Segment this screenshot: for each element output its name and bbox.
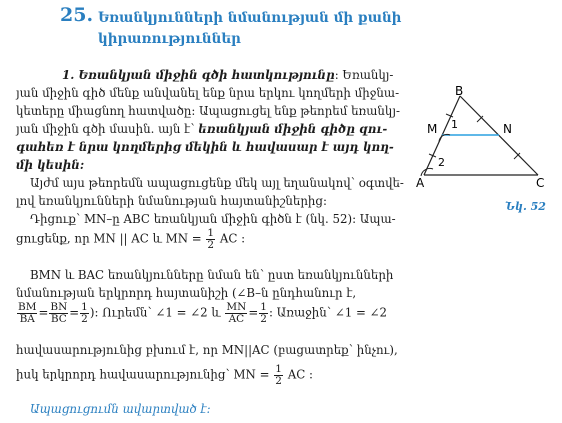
body-line13-mid: ): Ուրեմն՝ ∠1 = ∠2 և xyxy=(89,305,221,320)
triangle-figure xyxy=(410,80,562,190)
label-angle-2: 2 xyxy=(438,156,445,169)
body-line11: BMN և BAC եռանկյունները նման են՝ ըստ եռանկյունների xyxy=(30,268,394,282)
body-line13-eq: = xyxy=(248,305,259,320)
figure-caption: Նկ. 52 xyxy=(505,200,546,213)
theorem-statement-line5: գահեռ է նրա կողմերից մեկին և հավասար է այդ կող- xyxy=(16,140,394,154)
body-line8: լով եռանկյունների նմանության հայտանիշներից: xyxy=(16,194,327,208)
body-line12: նմանության երկրորդ հայտանիշի (∠B–ն ընդհանուր է, xyxy=(16,286,357,300)
label-n: N xyxy=(503,122,512,136)
label-a: A xyxy=(416,176,425,190)
body-line10-end: AC : xyxy=(219,231,246,246)
fraction-mn-ac: $\frac{MN}{AC}$ xyxy=(226,301,247,325)
label-m: M xyxy=(427,122,438,136)
proof-complete-note: Ապացուցումն ավարտված է: xyxy=(30,402,211,416)
section-title-line2: կիրառություններ xyxy=(98,31,241,47)
fraction-bn-bc: $\frac{BN}{BC}$ xyxy=(50,301,68,325)
body-line15-end: AC : xyxy=(287,367,313,382)
theorem-intro-line3: կետերը միացնող հատվածը: Ապացուցել ենք թեորեմ եռանկյ- xyxy=(16,104,400,118)
theorem-heading: 1. Եռանկյան միջին գծի հատկությունը xyxy=(62,68,335,82)
body-line13: $\frac{BM}{BA}$ = $\frac{BN}{BC}$ = $\frac{1}{2}$ ): Ուրեմն՝ ∠1 = ∠2 և $\frac{MN}{AC}$ = $\frac{1}{2}$ : Առաջին՝ ∠1 = ∠2 xyxy=(18,301,388,325)
theorem-intro-line4: յան միջին գծի մասին. այն է՝ xyxy=(16,122,199,136)
fraction-half-a: $\frac{1}{2}$ xyxy=(81,301,88,325)
body-line9: Դիցուք՝ MN–ը ABC եռանկյան միջին գիծն է (նկ. 52): Ապա- xyxy=(30,212,396,226)
fraction-one-half: $\frac{1}{2}$ xyxy=(207,227,215,251)
fraction-bm-ba: $\frac{BM}{BA}$ xyxy=(18,301,37,325)
body-line15 xyxy=(16,364,313,387)
body-line15-text: իսկ երկրորդ հավասարությունից՝ MN = xyxy=(16,367,270,382)
fraction-half-b: $\frac{1}{2}$ xyxy=(260,301,267,325)
theorem-statement-line6: մի կեսին: xyxy=(16,158,85,172)
label-c: C xyxy=(536,176,545,190)
body-line7: Այժմ այս թեորեմն ապացուցենք մեկ այլ եղանակով՝ օգտվե- xyxy=(30,176,404,190)
section-title xyxy=(98,8,401,50)
section-number: 25. xyxy=(60,4,94,26)
body-line14: հավասարությունից բխում է, որ MN||AC (բացատրեք՝ ինչու), xyxy=(16,343,398,357)
body-paragraph-2 xyxy=(16,266,416,302)
body-line13-end: : Առաջին՝ ∠1 = ∠2 xyxy=(268,305,388,320)
theorem-statement-line4: եռանկյան միջին գիծը զու- xyxy=(198,122,388,136)
body-line10-text: ցուցենք, որ MN || AC և MN = xyxy=(16,231,206,246)
theorem-intro-line1: : Եռանկյ- xyxy=(334,68,394,82)
section-title-line1: Եռանկյունների նմանության մի քանի xyxy=(98,10,402,26)
fraction-end-half: $\frac{1}{2}$ xyxy=(275,363,282,387)
label-angle-1: 1 xyxy=(451,118,458,131)
theorem-intro-line2: յան միջին գիծ մենք անվանել ենք նրա երկու կողմերի միջնա- xyxy=(16,86,400,100)
body-line10 xyxy=(16,228,245,251)
theorem-paragraph xyxy=(16,66,416,228)
label-b: B xyxy=(455,84,464,98)
